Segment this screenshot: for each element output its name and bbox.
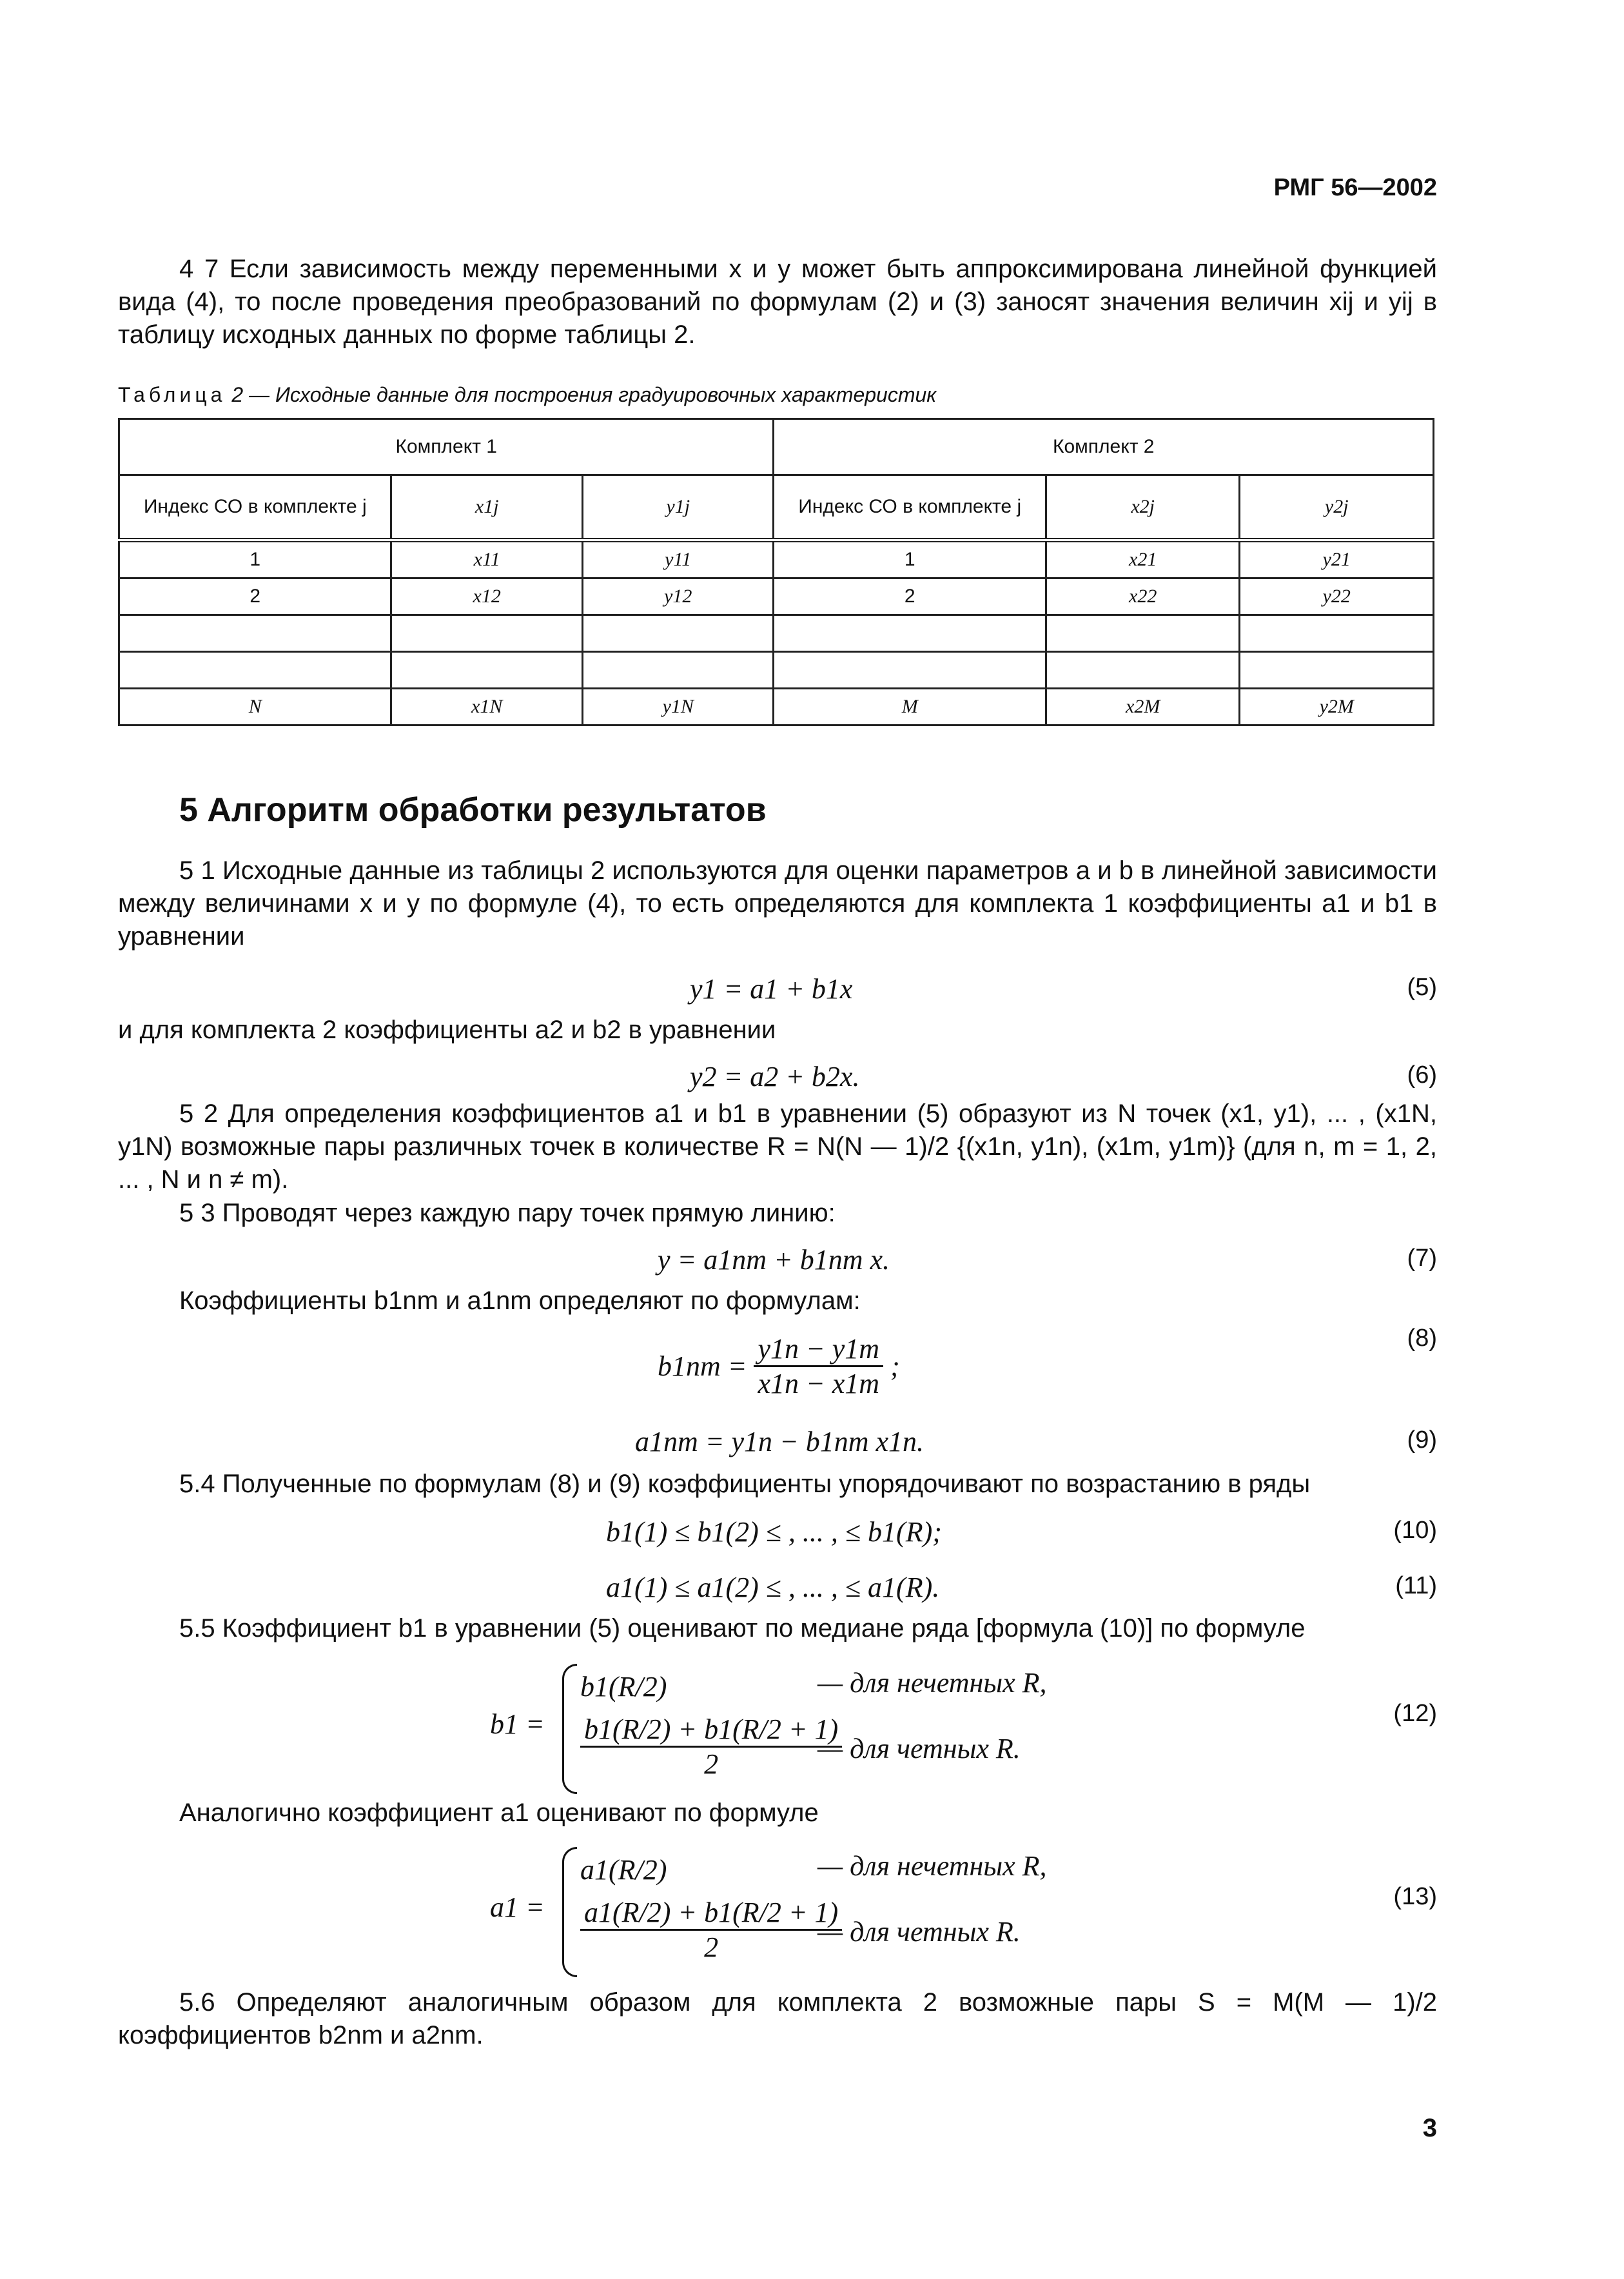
table-caption — [118, 383, 936, 407]
equation-12-case-1: b1(R/2) — [580, 1671, 667, 1702]
table-cell — [391, 615, 583, 652]
equation-13-case-2-condition: — для четных R. — [817, 1916, 1021, 1948]
table-cell: x2M — [1046, 689, 1240, 725]
table-cell: 2 — [119, 578, 391, 615]
table-caption-label: Таблица — [118, 383, 226, 406]
table-caption-text: 2 — Исходные данные для построения градуировочных характеристик — [231, 383, 937, 406]
equation-12-lhs: b1 = — [490, 1708, 545, 1740]
table-cell — [391, 652, 583, 689]
table-cell: y1N — [582, 689, 774, 725]
equation-13-case-1-condition: — для нечетных R, — [817, 1850, 1047, 1882]
table-cell — [582, 652, 774, 689]
table-cell: N — [119, 689, 391, 725]
equation-8-fraction — [754, 1332, 883, 1400]
equation-12-numerator: b1(R/2) + b1(R/2 + 1) — [580, 1713, 842, 1748]
table-row — [119, 578, 1434, 615]
equation-11: a1(1) ≤ a1(2) ≤ , ... , ≤ a1(R). — [606, 1572, 940, 1603]
table-cell — [1046, 615, 1240, 652]
equation-12-case-2 — [580, 1713, 842, 1781]
table-cell: 2 — [774, 578, 1046, 615]
paragraph-5-1-continued: и для комплекта 2 коэффициенты a2 и b2 в уравнении — [118, 1016, 776, 1044]
table-cell: x22 — [1046, 578, 1240, 615]
equation-8-numerator: y1n − y1m — [754, 1332, 883, 1367]
table-cell: x12 — [391, 578, 583, 615]
equation-13-case-1: a1(R/2) — [580, 1854, 667, 1886]
paragraph-5-1: 5 1 Исходные данные из таблицы 2 используются для оценки параметров a и b в линейной зависимости между величинами x и y по формуле (4), то есть определяются для комплекта 1 коэффициенты a1 и b1 в уравнении — [118, 856, 1437, 951]
table-cell: y22 — [1240, 578, 1434, 615]
paragraph-5-2: 5 2 Для определения коэффициентов a1 и b1 в уравнении (5) образуют из N точек (x1, y1), ... , (x1N, y1N) возможные пары различных точек в количестве R = N(N — 1)/2 {(x1n, y1n), (x1m, y1m)} (для n, m = 1, 2, ... , N и n ≠ m). — [118, 1100, 1437, 1194]
equation-8-denominator: x1n − x1m — [758, 1368, 879, 1399]
table-cell — [774, 615, 1046, 652]
page-number: 3 — [1422, 2114, 1437, 2142]
table-cell: y2M — [1240, 689, 1434, 725]
equation-12-fraction — [580, 1713, 842, 1781]
column-header: x2j — [1046, 475, 1240, 540]
column-header: Индекс СО в комплекте j — [774, 475, 1046, 540]
table-group-header-row — [119, 419, 1434, 475]
equation-12-brace — [562, 1664, 577, 1794]
table-cell — [1046, 652, 1240, 689]
equation-6: y2 = a2 + b2x. — [690, 1061, 860, 1092]
table-cell: 1 — [774, 540, 1046, 578]
set1-header: Комплект 1 — [119, 419, 774, 475]
column-header: y1j — [582, 475, 774, 540]
table-row — [119, 689, 1434, 725]
table-cell: y11 — [582, 540, 774, 578]
column-header: Индекс СО в комплекте j — [119, 475, 391, 540]
paragraph-5-3-continued: Коэффициенты b1nm и a1nm определяют по формулам: — [179, 1287, 861, 1315]
section-5-heading: 5 Алгоритм обработки результатов — [179, 791, 767, 829]
table-cell — [582, 615, 774, 652]
paragraph-4-7: 4 7 Если зависимость между переменными x и y может быть аппроксимирована линейной функцией вида (4), то после проведения преобразований по формулам (2) и (3) заносят значения величин xij и yij в таблицу исходных данных по форме таблицы 2. — [118, 255, 1437, 349]
equation-8-tail: ; — [890, 1350, 900, 1382]
equation-13-lhs: a1 = — [490, 1891, 545, 1923]
equation-number-10: (10) — [1393, 1517, 1437, 1544]
equation-5: y1 = a1 + b1x — [690, 973, 853, 1005]
table-row — [119, 540, 1434, 578]
equation-12-case-1-condition: — для нечетных R, — [817, 1667, 1047, 1699]
equation-number-7: (7) — [1407, 1245, 1437, 1272]
paragraph-5-3: 5 3 Проводят через каждую пару точек прямую линию: — [179, 1199, 836, 1227]
equation-8-lhs: b1nm = — [658, 1350, 747, 1382]
column-header: x1j — [391, 475, 583, 540]
table-cell: y12 — [582, 578, 774, 615]
table-2 — [118, 418, 1434, 726]
table-cell: x11 — [391, 540, 583, 578]
equation-7: y = a1nm + b1nm x. — [658, 1244, 890, 1276]
equation-13-fraction — [580, 1896, 842, 1964]
document-header: РМГ 56—2002 — [1273, 174, 1437, 201]
paragraph-5-6: 5.6 Определяют аналогичным образом для комплекта 2 возможные пары S = M(M — 1)/2 коэффициентов b2nm и a2nm. — [118, 1988, 1437, 2049]
equation-10: b1(1) ≤ b1(2) ≤ , ... , ≤ b1(R); — [606, 1516, 942, 1548]
equation-13-brace — [562, 1847, 577, 1977]
equation-12-case-2-condition: — для четных R. — [817, 1733, 1021, 1764]
equation-number-8: (8) — [1407, 1325, 1437, 1352]
equation-8 — [658, 1332, 900, 1400]
paragraph-5-5-continued: Аналогично коэффициент a1 оценивают по формуле — [179, 1799, 819, 1827]
table-cell: 1 — [119, 540, 391, 578]
column-header: y2j — [1240, 475, 1434, 540]
table-cell — [119, 652, 391, 689]
equation-number-11: (11) — [1395, 1572, 1437, 1599]
equation-9: a1nm = y1n − b1nm x1n. — [635, 1426, 924, 1457]
table-column-header-row — [119, 475, 1434, 540]
table-row — [119, 652, 1434, 689]
table-cell — [1240, 615, 1434, 652]
equation-number-13: (13) — [1393, 1883, 1437, 1910]
equation-number-9: (9) — [1407, 1426, 1437, 1454]
equation-13-case-2 — [580, 1896, 842, 1964]
table-cell — [1240, 652, 1434, 689]
table-row — [119, 615, 1434, 652]
set2-header: Комплект 2 — [774, 419, 1434, 475]
equation-number-6: (6) — [1407, 1061, 1437, 1089]
equation-number-5: (5) — [1407, 974, 1437, 1001]
paragraph-5-5: 5.5 Коэффициент b1 в уравнении (5) оценивают по медиане ряда [формула (10)] по формуле — [179, 1614, 1306, 1643]
equation-13-denominator: 2 — [704, 1931, 719, 1963]
equation-13-numerator: a1(R/2) + b1(R/2 + 1) — [580, 1896, 842, 1931]
table-cell — [774, 652, 1046, 689]
paragraph-5-4: 5.4 Полученные по формулам (8) и (9) коэффициенты упорядочивают по возрастанию в ряды — [179, 1470, 1311, 1498]
table-cell: x21 — [1046, 540, 1240, 578]
table-cell — [119, 615, 391, 652]
table-cell: x1N — [391, 689, 583, 725]
equation-number-12: (12) — [1393, 1700, 1437, 1727]
equation-12-denominator: 2 — [704, 1748, 719, 1780]
table-cell: M — [774, 689, 1046, 725]
table-cell: y21 — [1240, 540, 1434, 578]
